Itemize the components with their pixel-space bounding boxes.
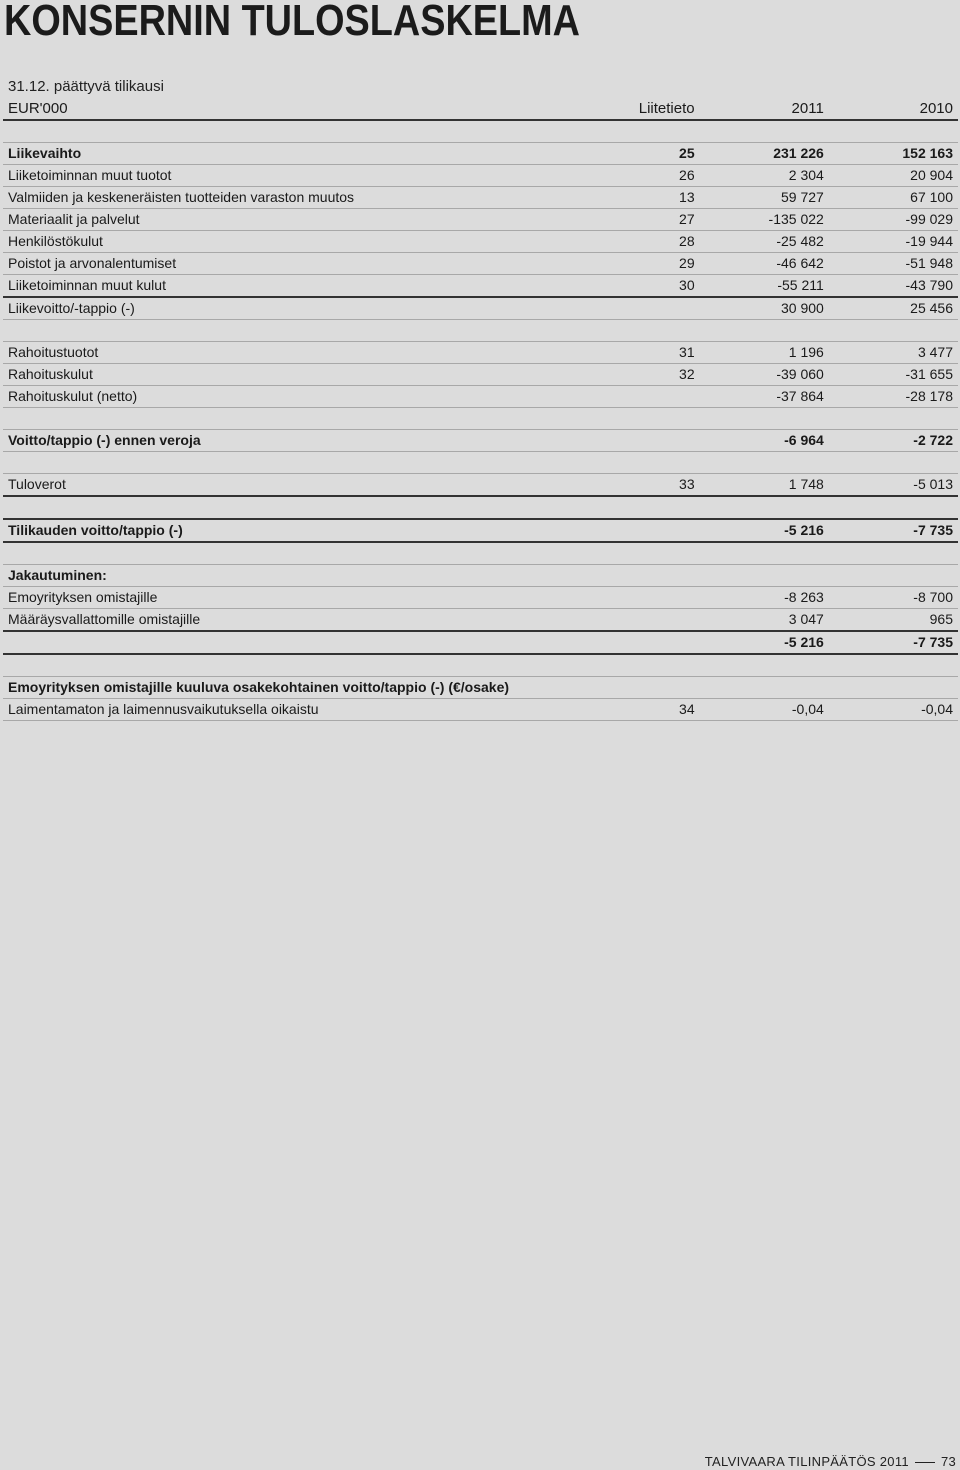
table-row: Poistot ja arvonalentumiset 29 -46 642 -51 948 (3, 253, 958, 275)
footer-dash (915, 1462, 935, 1463)
table-row: Materiaalit ja palvelut 27 -135 022 -99 029 (3, 209, 958, 231)
table-row: Rahoituskulut 32 -39 060 -31 655 (3, 364, 958, 386)
income-statement-table (3, 98, 958, 721)
table-row: Valmiiden ja keskeneräisten tuotteiden varaston muutos 13 59 727 67 100 (3, 187, 958, 209)
period-subtitle: 31.12. päättyvä tilikausi (8, 78, 164, 95)
eps-heading-row: Emoyrityksen omistajille kuuluva osakekohtainen voitto/tappio (-) (€/osake) (3, 677, 958, 699)
tax-row: Tuloverot 33 1 748 -5 013 (3, 474, 958, 497)
page-footer (705, 1454, 956, 1469)
table-row: Emoyrityksen omistajille -8 263 -8 700 (3, 587, 958, 609)
table-row: Rahoitustuotot 31 1 196 3 477 (3, 342, 958, 364)
table-row: Määräysvallattomille omistajille 3 047 965 (3, 609, 958, 632)
table-row: Liiketoiminnan muut tuotot 26 2 304 20 904 (3, 165, 958, 187)
page-number: 73 (940, 1454, 956, 1469)
year-2010-header: 2010 (829, 98, 958, 120)
spacer-row (3, 452, 958, 474)
spacer-row (3, 120, 958, 143)
operating-profit-row: Liikevoitto/-tappio (-) 30 900 25 456 (3, 297, 958, 320)
spacer-row (3, 408, 958, 430)
table-row: Liikevaihto 25 231 226 152 163 (3, 143, 958, 165)
header-row (3, 98, 958, 120)
spacer-row (3, 654, 958, 677)
footer-text: TALVIVAARA TILINPÄÄTÖS 2011 (704, 1454, 909, 1469)
net-result-row: Tilikauden voitto/tappio (-) -5 216 -7 735 (3, 519, 958, 542)
pretax-row: Voitto/tappio (-) ennen veroja -6 964 -2 722 (3, 430, 958, 452)
table-row: Henkilöstökulut 28 -25 482 -19 944 (3, 231, 958, 253)
distribution-heading-row: Jakautuminen: (3, 565, 958, 587)
distribution-total-row: -5 216 -7 735 (3, 631, 958, 654)
spacer-row (3, 320, 958, 342)
net-finance-row: Rahoituskulut (netto) -37 864 -28 178 (3, 386, 958, 408)
spacer-row (3, 496, 958, 519)
spacer-row (3, 542, 958, 565)
table-row: Liiketoiminnan muut kulut 30 -55 211 -43 790 (3, 275, 958, 298)
eps-row: Laimentamaton ja laimennusvaikutuksella oikaistu 34 -0,04 -0,04 (3, 699, 958, 721)
year-2011-header: 2011 (700, 98, 829, 120)
page-title: KONSERNIN TULOSLASKELMA (4, 0, 581, 45)
note-header: Liitetieto (600, 98, 700, 120)
currency-header: EUR'000 (3, 98, 600, 120)
